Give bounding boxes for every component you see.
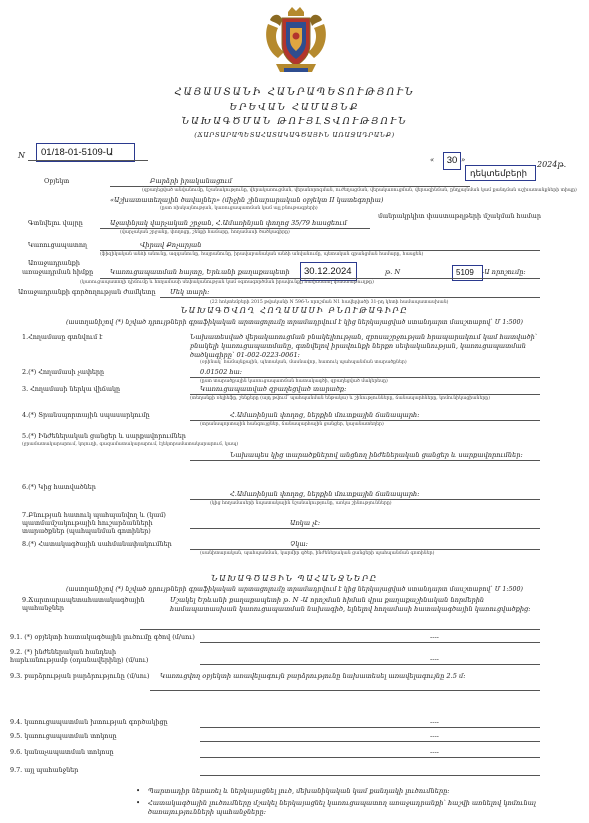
req-9-5-value: ---- — [430, 732, 439, 740]
item-8-label: 8.(*) Հատակագծային սահմանափակումներ — [22, 540, 172, 548]
validity-note: (22 հոկտեմբերի 2015 թվականի N 596-Ն որոշման N1 հավելվածի 31-րդ կետի համապատասխան) — [210, 300, 449, 305]
basis-number: 5109 — [452, 265, 483, 281]
object-purpose: մանրակրկիտ փաստաթղթերի մշակման համար — [378, 212, 541, 220]
location-label: Գտնվելու վայրը — [28, 219, 83, 227]
req-9-3-value: Կառուցվող օբյեկտի առավելագույն բարձրությունը նախատեսել առավելագույնը 2.5 մ։ — [160, 672, 466, 680]
customer-hint: (ֆիզիկական անձի անունը, ազգանունը, հայրանունը, իրավաբանական անձի անվանումը, պետական գրանցման համարը, հասցեն) — [100, 252, 424, 257]
req-9-2-label: 9.2. (*) ինժեներական հանդեսի հարևանությամբ (օդանավերինը) (մ/սու) — [10, 648, 149, 664]
object-hint: (զբաղեցված անվանումը, նշանակությունը, վերակառուցման, վերանորոգման, ուժեղացման, վերակառուցման, վերազինման, ընդլայնման կամ քանդման աշխատանքների տիպը) — [142, 188, 577, 193]
validity-value: Մեկ տարի։ — [170, 288, 210, 296]
item-5-value: Նախապես կից տարածքներով անցնող ինժեներական ցանցեր և սարքավորումներ: — [230, 451, 523, 459]
item-3-value: Կառուցապատված զբաղեցված տարածք: — [200, 385, 347, 393]
req-9-6-label: 9.6. կանաչապատման տոկոսը — [10, 748, 114, 756]
header-country: ՀԱՅԱՍՏԱՆԻ ՀԱՆՐԱՊԵՏՈՒԹՅՈՒՆ — [174, 87, 415, 98]
item-2-value: 0.01502 հա: — [200, 368, 243, 376]
req-9-value: Մշակել Երևանի քաղաքապետի թ. N -Ա որոշման հիման վրա քաղաքաշինական նորմերին համապատասխան կառուցապատման նախագիծ, ելնելով հողամասի հատակագծային կառուցվածքից։ — [170, 596, 531, 613]
location-value: Աջափնյակ վարչական շրջան, Հ.Ամառինյան փողոց 35/79 հասցեում — [110, 219, 347, 227]
header-subtitle: (ՃԱՐՏԱՐԱՊԵՏԱՀԱՏԱԿԱԳԾԱՅԻՆ ԱՌԱՋԱԴՐԱՆՔ) — [194, 131, 395, 139]
req-9-4-label: 9.4. կառուցապատման խտության գործակիցը — [10, 718, 168, 726]
object-category: «Աշխատատեղային ծավալներ» (միջին շինարարական օբյեկտ II կատեգորիա) — [110, 196, 384, 204]
item-5-hint: (ջրամատակարարում, կոյուղի, գազամատակարարում, էլեկտրամատակարարում, կապ) — [22, 442, 239, 447]
doc-number-field: 01/18-01-5109-Ա — [36, 143, 135, 162]
item-4-hint: (տրանսպորտային հանգույցներ, ճանապարհային ցանցեր, կայանատեղեր) — [200, 422, 384, 427]
req-9-3-label: 9.3. բարձրության բարձրությունը (մ/սու) — [10, 672, 150, 680]
item-1-hint: (օրինակ՝ համայնքային, պետական, մասնավոր, հատուկ պահպանման տարածքներ) — [200, 360, 407, 365]
req-9-1-label: 9.1. (*) օբյեկտի հատակագծային լուծումը գծով (մ/սու) — [10, 633, 195, 641]
customer-value: Վիրավ Քոչարյան — [140, 241, 202, 249]
object-label: Օբյեկտ — [44, 177, 70, 185]
section-plot-title: ՆԱԽԱԳԾՎՈՂ ՀՈՂԱՄԱՍԻ ԲՆՈՒԹԱԳԻՐԸ — [180, 306, 409, 315]
customer-label: Կառուցապատող — [28, 241, 88, 249]
item-3-hint: (տեղանքի ռելիեֆը, շենքերը (այդ թվում՝ պահպանման ենթակա) և շինությունները, ճանապարհները, կոմունիկացիաները) — [190, 396, 491, 401]
object-category-hint: (ըստ ռիսկայնության, կառուցապատման կամ այլ բնութագրերի) — [160, 206, 318, 211]
item-2-label: 2.(*) Հողամասի չափերը — [22, 368, 105, 376]
basis-label-2: առաջադրման հիմքը — [22, 268, 94, 276]
item-8-value: Չկա։ — [290, 540, 308, 548]
req-9-2-value: ---- — [430, 655, 439, 663]
req-9-4-value: ---- — [430, 718, 439, 726]
req-9-6-value: ---- — [430, 748, 439, 756]
item-2-hint: (ըստ տարածքային կառուցապատման հատակագծի, զբաղեցված մակերեսը) — [200, 379, 388, 384]
item-6-value: Հ.Ամառինյան փողոց, ներքին մուտքային ճանապարհ: — [230, 490, 420, 498]
basis-hint: (կառուցապատողի դիմումը և հողամասի սեփականության կամ օգտագործման իրավունքը հավաստող փաստաթուղթը) — [80, 280, 374, 285]
section-plot-subtitle: (աստղանիշով (*) նշված դրույթների գրաֆիկական արտացոլումը տրամադրվում է կից ներկայացված ստանդարտ մասշտաբով՝ Մ 1:500) — [66, 319, 523, 326]
item-3-label: 3. Հողամասի ներկա վիճակը — [22, 385, 121, 393]
item-6-label: 6.(*) Կից հատվածներ — [22, 483, 96, 491]
basis-date-suffix: թ. N — [385, 268, 401, 276]
bullet-dot-icon: • — [136, 799, 141, 807]
section-requirements-title: ՆԱԽԱԳԾԱՅԻՆ ՊԱՀԱՆՋՆԵՐԸ — [211, 574, 378, 583]
header-community: ԵՐԵՎԱՆ ՀԱՄԱՅՆՔ — [229, 102, 360, 113]
section-requirements-subtitle: (աստղանիշով (*) նշված դրույթների գրաֆիկական արտացոլումը տրամադրվում է կից ներկայացված ստանդարտ մասշտաբով՝ Մ 1:500) — [66, 586, 523, 593]
location-hint: (վարչական շրջանը, փողոցը, շենքի համարը, հողամասի ծածկագիրը) — [120, 230, 290, 235]
bullet-1: Պարտադիր ներառել և ներկայացնել լուծ, մեխանիկական կամ քանդակի լուծումները։ — [148, 787, 450, 795]
item-6-hint: (կից հողամասերի նպատակային նշանակությունը, առկա շինությունները) — [210, 501, 392, 506]
basis-number-suffix: -Ա որոշումը։ — [482, 268, 526, 276]
doc-number-prefix: N — [18, 151, 25, 160]
doc-date-day: 30 — [443, 152, 461, 170]
req-9-label: 9.Ճարտարապետահատակագծային պահանջներ — [22, 596, 145, 612]
basis-label-1: Առաջադրանքի — [28, 259, 80, 267]
doc-date-month: դեկտեմբերի — [465, 165, 536, 181]
req-9-5-label: 9.5. կառուցապատման տոկոսը — [10, 732, 117, 740]
object-value: Բարձրի իրականացում — [150, 177, 233, 185]
basis-value: Կառուցապատման հայտը, Երևանի քաղաքապետի — [110, 268, 290, 276]
item-7-value: Առկա չէ։ — [290, 519, 321, 527]
req-9-7-label: 9.7. այլ պահանջներ — [10, 766, 79, 774]
bullet-2: Հատակագծային լուծումները մշակել ներկայացնել կառուցապատող առաջադրանքի՝ հաշվի առնելով կոմունալ ծառայությունների պահանջները։ — [148, 799, 536, 816]
header-title: ՆԱԽԱԳԾՄԱՆ ԹՈՒՅԼՏՎՈՒԹՅՈՒՆ — [181, 116, 408, 127]
validity-label: Առաջադրանքի գործողության ժամկետը — [18, 288, 156, 296]
item-8-hint: (սանիտարական, պահպանման, կարմիր գծեր, ինժեներական ցանցերի պահպանման գոտիներ) — [200, 551, 435, 556]
item-4-value: Հ.Ամառինյան փողոց, ներքին մուտքային ճանապարհ: — [230, 411, 420, 419]
bullet-dot-icon: • — [136, 787, 141, 795]
item-1-value: Նախատեսված վերակառուցման բնակելիության, զբոսաշրջության հրապարակում կամ հատվածի՝ բնակելի կառուցապատմանը, գտնվելով իրավունքի ներքո սեփականության, կառուցապատման ծածկագիրը՝ 01-002-0223-0061: — [190, 333, 538, 359]
req-9-1-value: ---- — [430, 633, 439, 641]
basis-date: 30.12.2024 — [300, 262, 357, 281]
item-7-label: 7.Բնության հատուկ պահպանվող և (կամ) պատմամշակութային հուշարձանների տարածքներ (պահպանման գոտիներ) — [22, 511, 166, 535]
armenian-coat-of-arms-seal — [262, 6, 330, 76]
item-5-label: 5.(*) Ինժեներական ցանցեր և սարքավորումներ — [22, 432, 186, 440]
doc-date-year: 2024թ. — [537, 160, 567, 169]
item-1-label: 1.Հողամասը գտնվում է — [22, 333, 103, 341]
item-4-label: 4.(*) Տրանսպորտային սպասարկումը — [22, 411, 150, 419]
